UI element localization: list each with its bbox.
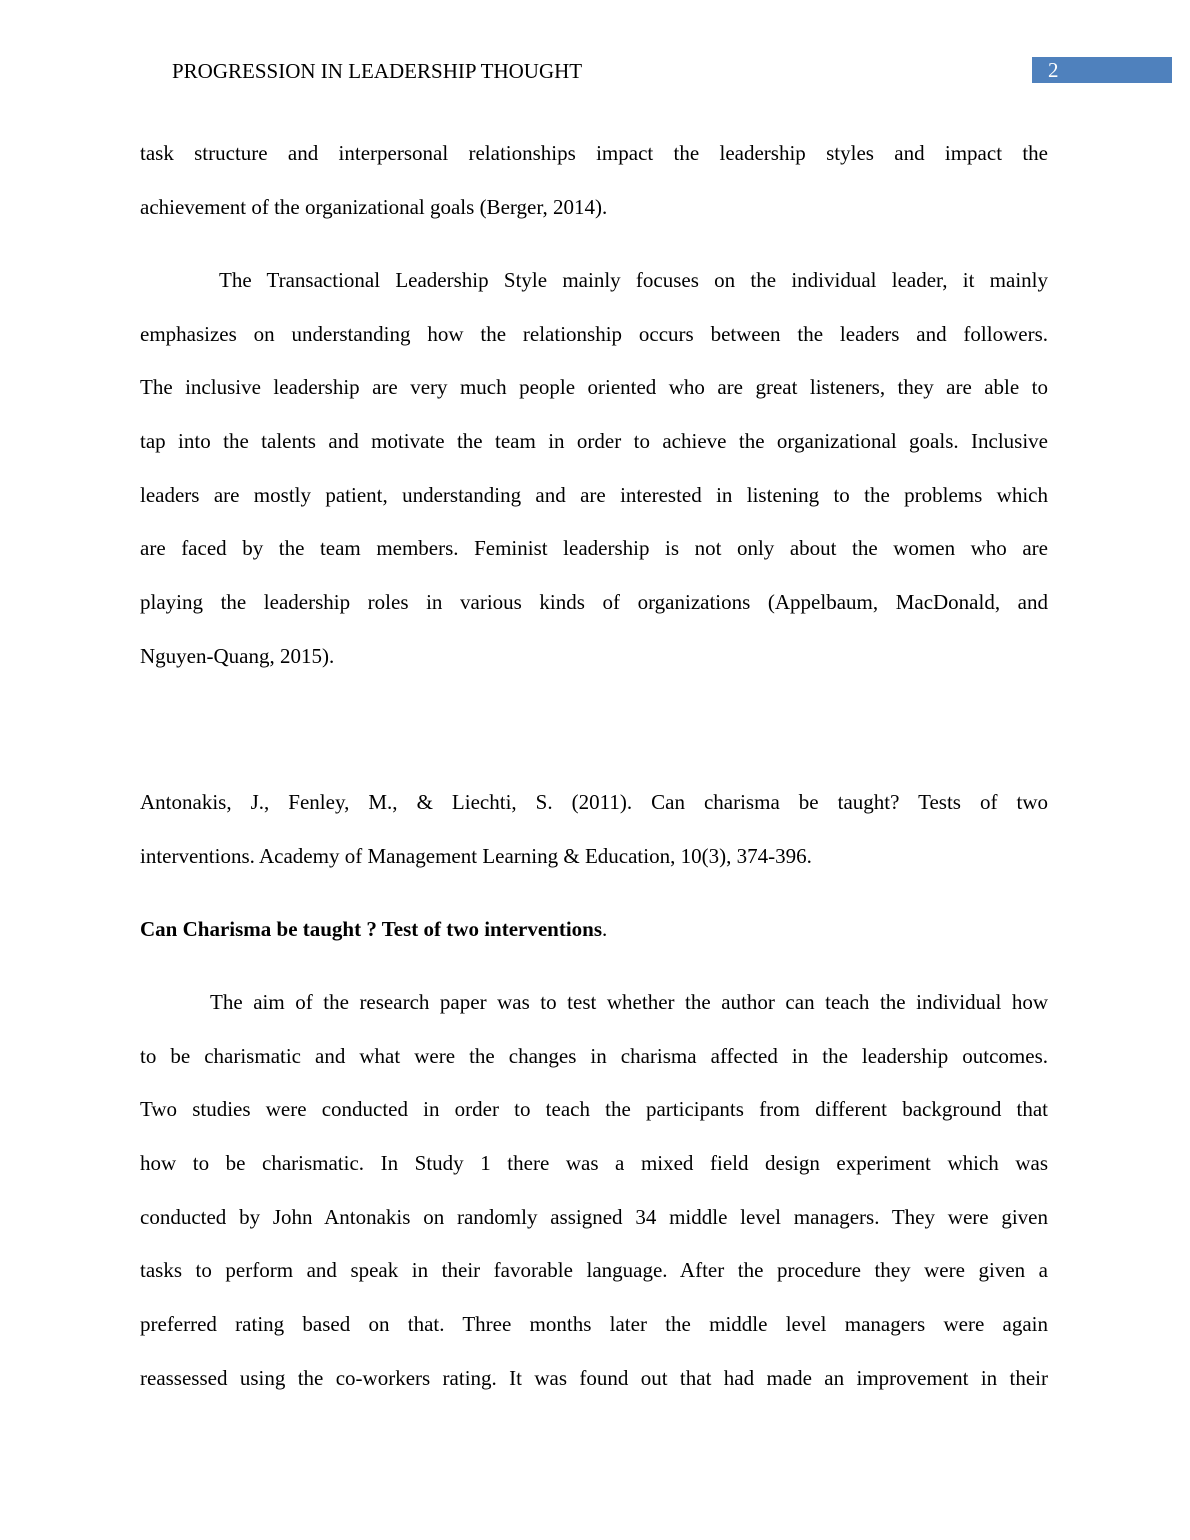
- text-line: Nguyen-Quang, 2015).: [140, 643, 335, 668]
- paragraph-research-aim: [140, 976, 1048, 1406]
- text-line: emphasizes on understanding how the relationship occurs between the leaders and followers.: [140, 321, 1048, 346]
- text-line: conducted by John Antonakis on randomly assigned 34 middle level managers. They were given: [140, 1204, 1048, 1229]
- text-line: are faced by the team members. Feminist leadership is not only about the women who are: [140, 536, 1048, 561]
- page-number-box: [1032, 57, 1172, 83]
- section-heading-period: .: [602, 917, 608, 941]
- text-line: playing the leadership roles in various kinds of organizations (Appelbaum, MacDonald, and: [140, 590, 1048, 615]
- text-line: The inclusive leadership are very much people oriented who are great listeners, they are able to: [140, 375, 1048, 400]
- paragraph-transactional-leadership: [140, 254, 1048, 684]
- text-line: tasks to perform and speak in their favorable language. After the procedure they were given a: [140, 1258, 1048, 1283]
- text-line: The aim of the research paper was to test whether the author can teach the individual how: [210, 990, 1048, 1014]
- text-line: leaders are mostly patient, understanding and are interested in listening to the problems which: [140, 482, 1048, 507]
- section-heading: [140, 903, 607, 957]
- text-line: achievement of the organizational goals (Berger, 2014).: [140, 194, 608, 219]
- paragraph-continuation: [140, 127, 1048, 234]
- text-line: interventions. Academy of Management Learning & Education, 10(3), 374-396.: [140, 843, 812, 868]
- text-line: Two studies were conducted in order to teach the participants from different background that: [140, 1097, 1048, 1122]
- text-line: to be charismatic and what were the changes in charisma affected in the leadership outcomes.: [140, 1043, 1048, 1068]
- text-line: Antonakis, J., Fenley, M., & Liechti, S. (2011). Can charisma be taught? Tests of two: [140, 790, 1048, 814]
- section-heading-text: Can Charisma be taught ? Test of two interventions: [140, 917, 603, 941]
- text-line: tap into the talents and motivate the team in order to achieve the organizational goals. Inclusive: [140, 429, 1048, 454]
- text-line: how to be charismatic. In Study 1 there was a mixed field design experiment which was: [140, 1151, 1048, 1176]
- running-head: PROGRESSION IN LEADERSHIP THOUGHT: [172, 59, 583, 83]
- text-line: The Transactional Leadership Style mainly focuses on the individual leader, it mainly: [219, 268, 1048, 292]
- text-line: preferred rating based on that. Three months later the middle level managers were again: [140, 1312, 1048, 1337]
- reference-entry: [140, 776, 1048, 883]
- text-line: reassessed using the co-workers rating. It was found out that had made an improvement in their: [140, 1365, 1048, 1390]
- text-line: task structure and interpersonal relationships impact the leadership styles and impact the: [140, 141, 1048, 165]
- page-number: 2: [1048, 58, 1059, 82]
